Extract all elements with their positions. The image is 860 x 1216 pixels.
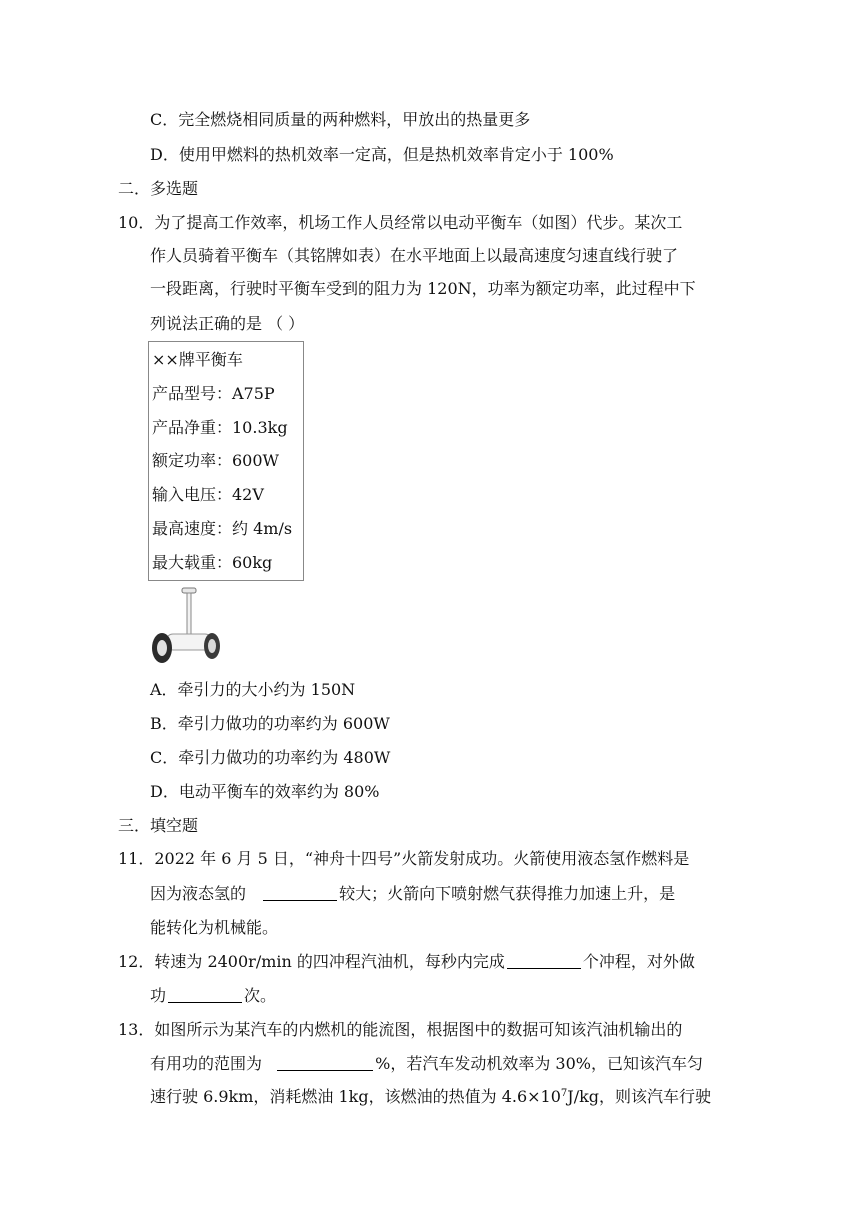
q10-option-d: D．电动平衡车的效率约为 80% [150, 782, 380, 801]
nameplate-row-max-load: 最大载重：60kg [152, 553, 273, 572]
q9-option-d: D．使用甲燃料的热机效率一定高，但是热机效率肯定小于 100% [150, 145, 614, 164]
nameplate-row-input-voltage: 输入电压：42V [152, 485, 264, 504]
nameplate-table [148, 341, 304, 581]
q12-line-1-text-a: 12．转速为 2400r/min 的四冲程汽油机，每秒内完成 [118, 952, 505, 971]
q12-blank-1[interactable] [507, 952, 581, 969]
q13-blank-1[interactable] [277, 1054, 373, 1071]
q11-line-2-text-a: 因为液态氢的 [150, 884, 247, 903]
q10-stem-line-3: 一段距离，行驶时平衡车受到的阻力为 120N，功率为额定功率，此过程中下 [150, 279, 696, 298]
q11-blank-1[interactable] [263, 884, 337, 901]
nameplate-row-rated-power: 额定功率：600W [152, 451, 279, 470]
nameplate-row-net-weight: 产品净重：10.3kg [152, 418, 288, 437]
q13-line-3 [150, 1086, 711, 1108]
q10-stem-line-1: 10．为了提高工作效率，机场工作人员经常以电动平衡车（如图）代步。某次工 [118, 213, 683, 232]
q11-line-2-text-b: 较大；火箭向下喷射燃气获得推力加速上升，是 [339, 884, 676, 903]
q9-option-c: C．完全燃烧相同质量的两种燃料，甲放出的热量更多 [150, 110, 531, 129]
q11-line-3: 能转化为机械能。 [150, 918, 279, 937]
q11-line-2 [150, 883, 675, 905]
q10-stem-line-2: 作人员骑着平衡车（其铭牌如表）在水平地面上以最高速度匀速直线行驶了 [150, 246, 679, 265]
nameplate-row-model: 产品型号：A75P [152, 384, 275, 403]
q13-line-1: 13．如图所示为某汽车的内燃机的能流图，根据图中的数据可知该汽油机输出的 [118, 1020, 683, 1039]
nameplate-row-max-speed: 最高速度：约 4m/s [152, 519, 293, 538]
q12-line-1-text-b: 个冲程，对外做 [582, 952, 695, 971]
nameplate-title: ××牌平衡车 [152, 350, 243, 369]
q13-line-2-text-a: 有用功的范围为 [150, 1054, 263, 1073]
q10-stem-line-4: 列说法正确的是 （ ） [150, 314, 305, 333]
q13-line-2-text-b: %，若汽车发动机效率为 30%，已知该汽车匀 [375, 1054, 703, 1073]
q13-exponent: 7 [560, 1088, 568, 1099]
section-heading-fill-in: 三．填空题 [118, 816, 199, 835]
q10-option-c: C．牵引力做功的功率约为 480W [150, 748, 391, 767]
section-heading-multiple-choice: 二．多选题 [118, 179, 199, 198]
q11-line-1: 11．2022 年 6 月 5 日，“神舟十四号”火箭发射成功。火箭使用液态氢作燃料是 [118, 849, 690, 868]
q12-blank-2[interactable] [168, 986, 242, 1003]
q12-line-2 [150, 985, 276, 1007]
q10-option-b: B．牵引力做功的功率约为 600W [150, 714, 390, 733]
q12-line-2-text-a: 功 [150, 986, 167, 1005]
q10-option-a: A．牵引力的大小约为 150N [150, 680, 356, 699]
q13-line-3-text-b: J/kg，则该汽车行驶 [567, 1087, 712, 1106]
q12-line-1 [118, 951, 695, 973]
q12-line-2-text-b: 次。 [244, 986, 277, 1005]
q13-line-2 [150, 1053, 703, 1075]
balance-scooter-image [148, 586, 224, 670]
q13-line-3-text-a: 速行驶 6.9km，消耗燃油 1kg，该燃油的热值为 4.6×10 [150, 1087, 561, 1106]
